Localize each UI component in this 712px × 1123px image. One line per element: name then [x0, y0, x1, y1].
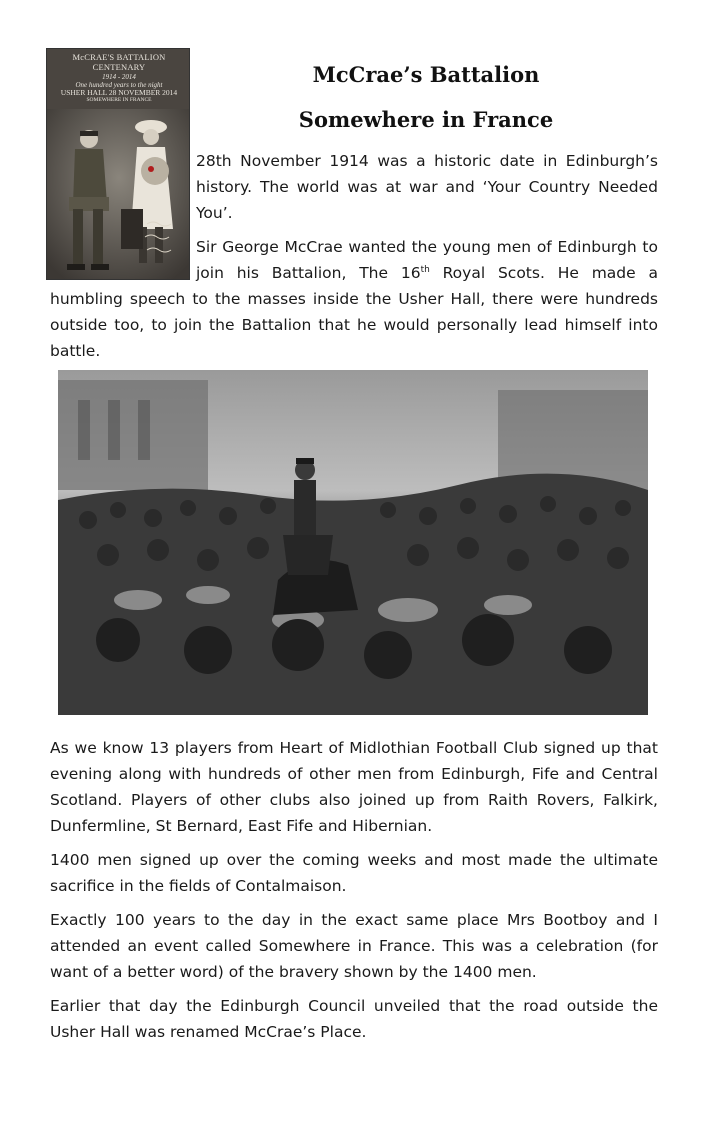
paragraph-centenary-event: Exactly 100 years to the day in the exact same place Mrs Bootboy and I attended an event called Somewhere in France. This was a celebration (for want of a better word) of the bravery shown by the 1400 men. [50, 911, 658, 981]
poster-wrap-spacer [50, 234, 196, 282]
poster-subtitle: One hundred years to the night [75, 80, 163, 89]
page-title: McCrae’s Battalion [312, 62, 540, 87]
paragraph-intro-2-text-b: Royal Scots. He made a humbling speech to the masses inside the Usher Hall, there were hundreds outside too, to join the Battalion that he would personally lead himself into battle. [50, 264, 658, 360]
paragraph-players: As we know 13 players from Heart of Midlothian Football Club signed up that evening along with hundreds of other men from Edinburgh, Fife and Central Scotland. Players of other clubs also joined up from Raith Rovers, Falkirk, Dunfermline, St Bernard, East Fife and Hibernian. [50, 739, 658, 835]
paragraph-intro-2-text-a: Sir George McCrae wanted the young men of Edinburgh to join his Battalion, The 16 [196, 238, 658, 282]
paragraph-intro-1: 28th November 1914 was a historic date in Edinburgh’s history. The world was at war and ‘Your Country Needed You’. [196, 152, 658, 222]
poster-event: SOMEWHERE IN FRANCE [86, 97, 152, 104]
paragraph-1400-men: 1400 men signed up over the coming weeks and most made the ultimate sacrifice in the fields of Contalmaison. [50, 851, 658, 895]
poster-heading: McCRAE'S BATTALION CENTENARY [72, 52, 166, 72]
page-subtitle: Somewhere in France [298, 107, 554, 132]
poster-text-block [47, 53, 190, 104]
poster-venue: USHER HALL 28 NOVEMBER 2014 [60, 87, 178, 97]
crowd-scene-image [58, 370, 648, 715]
paragraph-intro-2 [50, 234, 658, 364]
ordinal-suffix: th [420, 264, 430, 275]
paragraph-mccraes-place: Earlier that day the Edinburgh Council unveiled that the road outside the Usher Hall was renamed McCrae’s Place. [50, 997, 658, 1041]
crowd-photograph [58, 370, 648, 715]
poster-years: 1914 - 2014 [102, 72, 136, 81]
